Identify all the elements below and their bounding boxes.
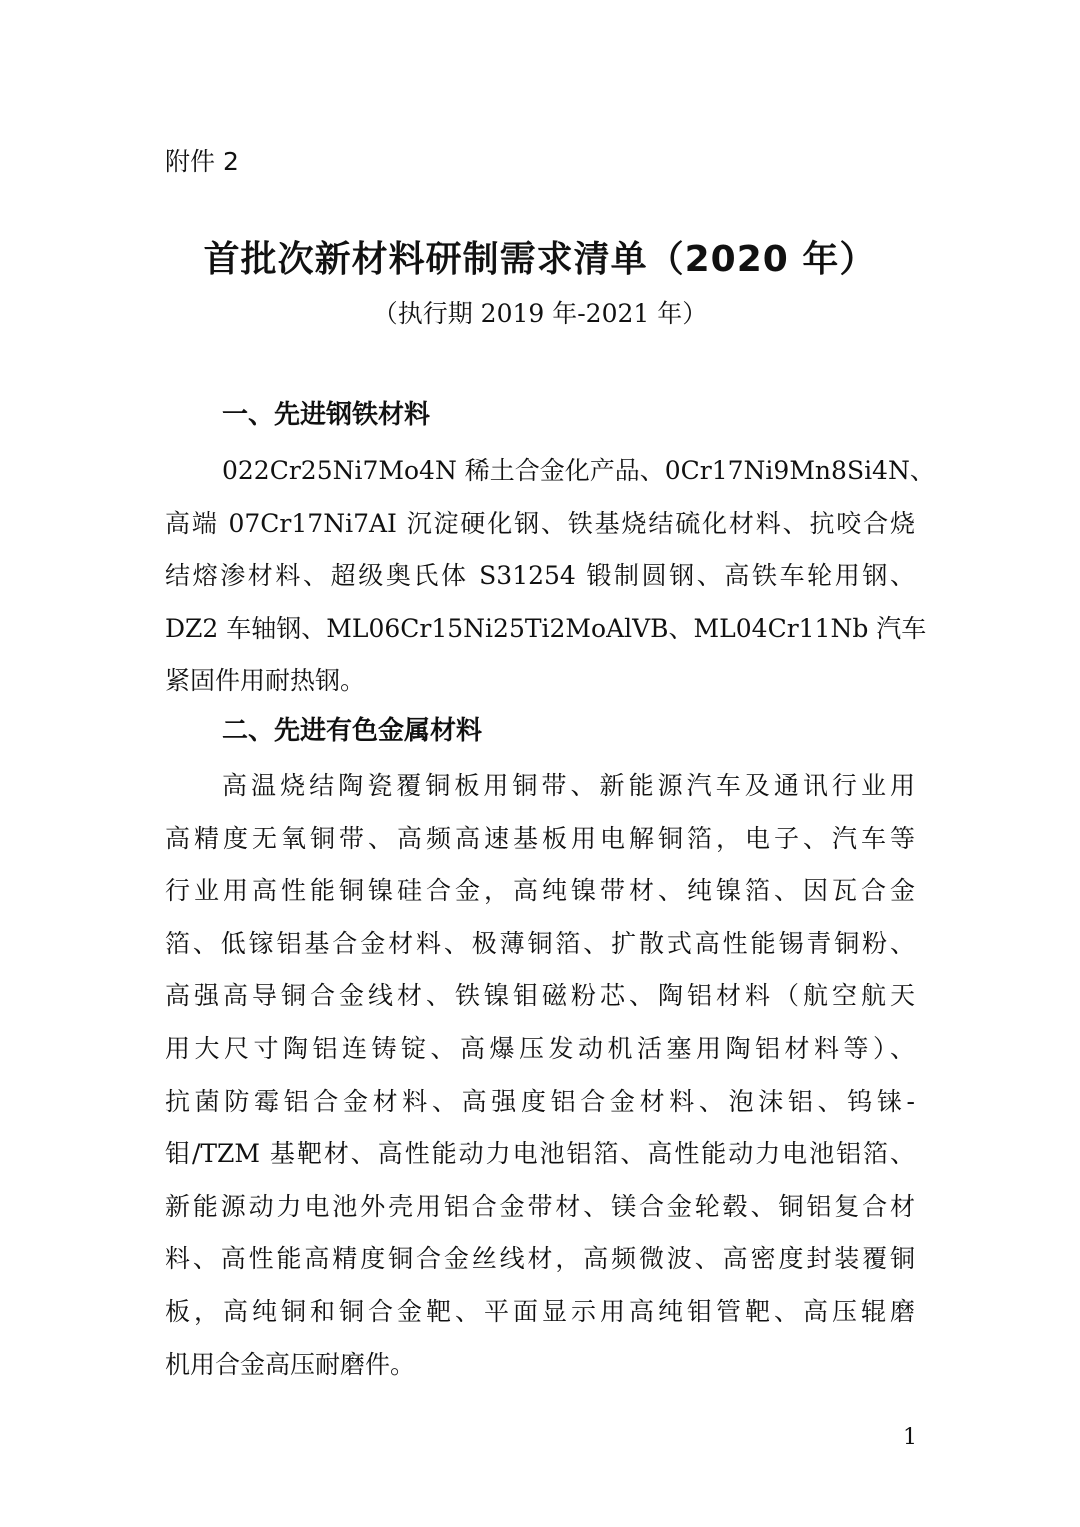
paragraph-line: 机用合金高压耐磨件。 xyxy=(165,1349,416,1379)
section-body-nonferrous xyxy=(165,760,915,1391)
paragraph-line: 紧固件用耐热钢。 xyxy=(165,666,366,696)
paragraph-line: 022Cr25Ni7Mo4N 稀土合金化产品、0Cr17Ni9Mn8Si4N、 xyxy=(222,456,935,485)
paragraph-line: 板，高纯铜和铜合金靶、平面显示用高纯钼管靶、高压辊磨 xyxy=(165,1296,915,1326)
attachment-label: 附件 2 xyxy=(165,147,239,176)
section-heading-steel: 一、先进钢铁材料 xyxy=(222,400,431,430)
paragraph-line: 高端 07Cr17Ni7AI 沉淀硬化钢、铁基烧结硫化材料、抗咬合烧 xyxy=(165,508,915,538)
paragraph-line: DZ2 车轴钢、ML06Cr15Ni25Ti2MoAlVB、ML04Cr11Nb 汽车 xyxy=(165,613,927,643)
page-number: 1 xyxy=(903,1425,917,1450)
section-heading-nonferrous: 二、先进有色金属材料 xyxy=(222,716,483,746)
paragraph-line: 高精度无氧铜带、高频高速基板用电解铜箔，电子、汽车等 xyxy=(165,823,915,853)
paragraph-line: 行业用高性能铜镍硅合金，高纯镍带材、纯镍箔、因瓦合金 xyxy=(165,876,915,906)
paragraph-line: 结熔渗材料、超级奥氏体 S31254 锻制圆钢、高铁车轮用钢、 xyxy=(165,561,915,591)
paragraph-line: 新能源动力电池外壳用铝合金带材、镁合金轮毂、铜铝复合材 xyxy=(165,1191,915,1221)
paragraph-line: 料、高性能高精度铜合金丝线材，高频微波、高密度封装覆铜 xyxy=(165,1244,915,1274)
paragraph-line: 用大尺寸陶铝连铸锭、高爆压发动机活塞用陶铝材料等）、 xyxy=(165,1033,915,1063)
paragraph-line: 抗菌防霉铝合金材料、高强度铝合金材料、泡沫铝、钨铼- xyxy=(165,1086,915,1116)
paragraph-line: 高温烧结陶瓷覆铜板用铜带、新能源汽车及通讯行业用 xyxy=(222,771,915,800)
section-body-steel xyxy=(165,445,935,708)
document-title: 首批次新材料研制需求清单（2020 年） xyxy=(203,239,877,280)
paragraph-line: 钼/TZM 基靶材、高性能动力电池铝箔、高性能动力电池铝箔、 xyxy=(165,1139,915,1169)
paragraph-line: 高强高导铜合金线材、铁镍钼磁粉芯、陶铝材料（航空航天 xyxy=(165,981,915,1011)
paragraph-line: 箔、低镓铝基合金材料、极薄铜箔、扩散式高性能锡青铜粉、 xyxy=(165,928,915,958)
document-subtitle: （执行期 2019 年-2021 年） xyxy=(372,299,708,328)
